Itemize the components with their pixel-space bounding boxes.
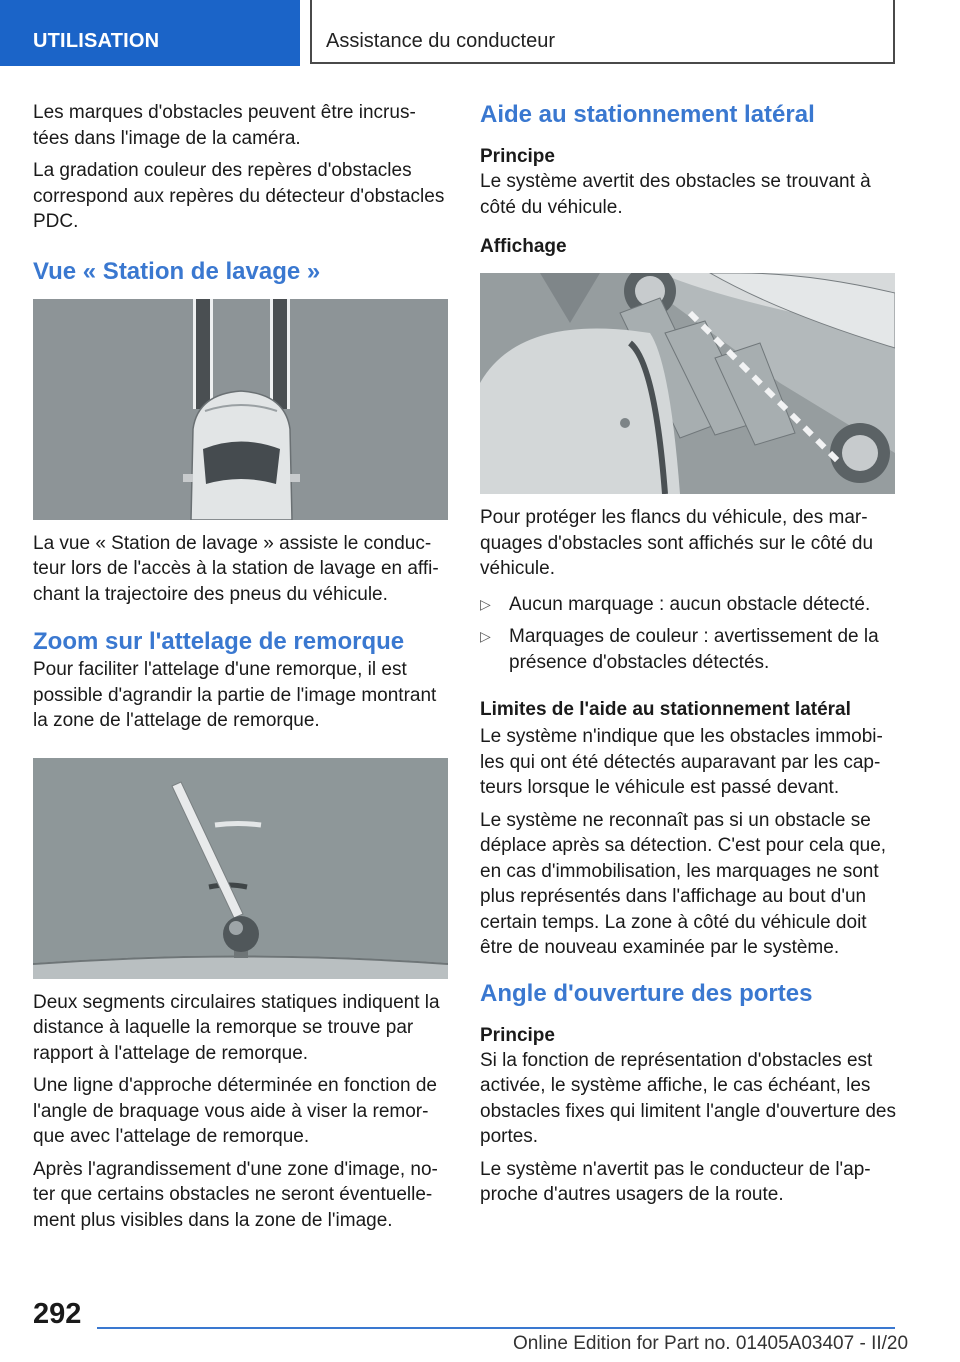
side-parking-illustration [480, 273, 895, 494]
triangle-bullet-icon: ▷ [480, 595, 491, 612]
wash-view-paragraph: La vue « Station de lavage » assiste le conduc-teur lors de l'accès à la station de lavage en affi-chant la trajectoire des pneus du véhicule. [33, 532, 439, 605]
principle-1-paragraph: Le système avertit des obstacles se trouvant à côté du véhicule. [480, 171, 871, 218]
limits-paragraph-1: Le système n'indique que les obstacles immobi-les qui ont été détectés auparavant par les cap-teurs lorsque le véhicule est passé devant. [480, 726, 883, 798]
heading-principle-2: Principe [480, 1024, 555, 1046]
chapter-title: Assistance du conducteur [310, 0, 895, 64]
list-item [480, 624, 896, 675]
display-paragraph: Pour protéger les flancs du véhicule, des mar-quages d'obstacles sont affichés sur le côté du véhicule. [480, 507, 874, 579]
triangle-bullet-icon: ▷ [480, 628, 491, 644]
heading-display: Affichage [480, 236, 567, 257]
hitch-zoom-illustration [33, 758, 448, 979]
hitch-paragraph-3: Une ligne d'approche déterminée en fonction de l'angle de braquage vous aide à viser la remor-que avec l'attelage de remorque. [33, 1075, 437, 1147]
left-column [33, 100, 449, 1240]
limits-paragraph-2: Le système ne reconnaît pas si un obstacle se déplace après sa détection. C'est pour cela que, en cas d'immobilisation, les marquages ne sont plus représentés dans l'affichage au bout d'un certain temps. La zone à côté du véhicule doit être de nouveau examinée par le système. [480, 809, 887, 958]
heading-door-angle: Angle d'ouverture des portes [480, 979, 813, 1007]
heading-limits: Limites de l'aide au stationnement latéral [480, 699, 851, 720]
hitch-paragraph-4: Après l'agrandissement d'une zone d'image, no-ter que certains obstacles ne seront éventuelle-ment plus visibles dans la zone de l'image. [33, 1158, 438, 1231]
intro-paragraph-1: Les marques d'obstacles peuvent être incrus-tées dans l'image de la caméra. [33, 102, 416, 149]
edition-note: Online Edition for Part no. 01405A03407 - II/20 [513, 1333, 909, 1354]
section-tab: UTILISATION [0, 0, 300, 66]
doors-paragraph-2: Le système n'avertit pas le conducteur de l'ap-proche d'autres usagers de la route. [480, 1158, 871, 1205]
marking-list [480, 592, 896, 676]
intro-paragraph-2: La gradation couleur des repères d'obstacles correspond aux repères du détecteur d'obstacles PDC. [33, 160, 445, 232]
hitch-paragraph-2: Deux segments circulaires statiques indiquent la distance à laquelle la remorque se trouve par rapport à l'attelage de remorque. [33, 991, 440, 1064]
heading-principle-1: Principe [480, 146, 555, 167]
list-item [480, 592, 896, 618]
footer-divider [97, 1327, 895, 1329]
hitch-paragraph-1: Pour faciliter l'attelage d'une remorque, il est possible d'agrandir la partie de l'image montrant la zone de l'attelage de remorque. [33, 659, 437, 731]
page-number: 292 [33, 1298, 82, 1330]
list-item-text: Marquages de couleur : avertissement de la présence d'obstacles détectés. [509, 626, 879, 673]
heading-hitch-zoom: Zoom sur l'attelage de remorque [33, 628, 405, 655]
doors-paragraph-1: Si la fonction de représentation d'obstacles est activée, le système affiche, le cas échéant, les obstacles fixes qui limitent l'angle d'ouverture des portes. [480, 1049, 896, 1147]
heading-side-parking: Aide au stationnement latéral [480, 101, 815, 128]
heading-wash-view: Vue « Station de lavage » [33, 257, 321, 285]
car-wash-view-illustration [33, 299, 448, 520]
list-item-text: Aucun marquage : aucun obstacle détecté. [509, 593, 871, 615]
right-column [480, 100, 896, 1215]
